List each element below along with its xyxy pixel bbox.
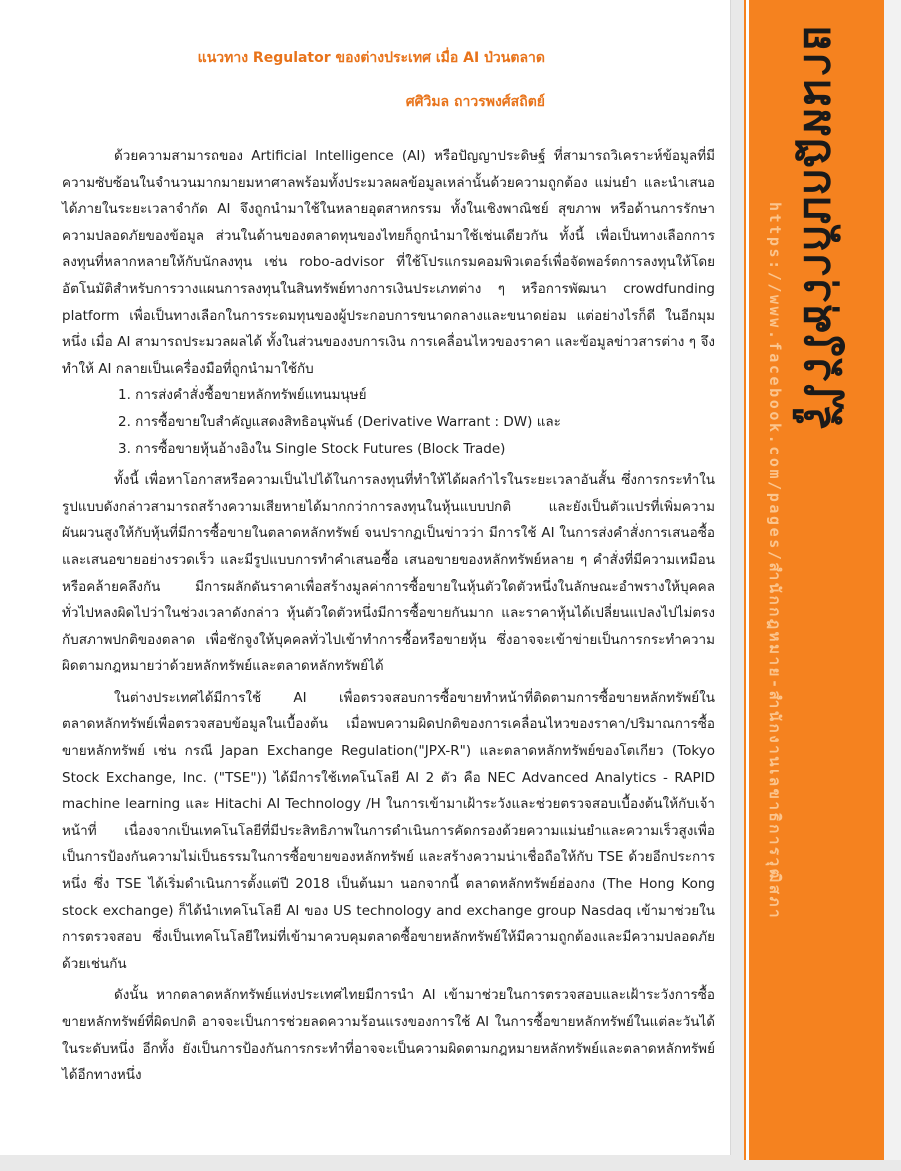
sidebar-facebook-url: https://www.facebook.com/pages/สำนักกฎหมาย-สำนักงานเลขาธิการวุฒิสภา [766, 202, 784, 921]
article-body [62, 143, 715, 1089]
article-paragraph-4: ดังนั้น หากตลาดหลักทรัพย์แห่งประเทศไทยมีการนำ AI เข้ามาช่วยในการตรวจสอบและเฝ้าระวังการซื้อขายหลักทรัพย์ที่ผิดปกติ อาจจะเป็นการช่วยลดความร้อนแรงของการใช้ AI ในการซื้อขายหลักทรัพย์ในแต่ละวันได้ในระดับหนึ่ง อีกทั้ง ยังเป็นการป้องกันการกระทำที่อาจจะเป็นความผิดตามกฎหมายหลักทรัพย์และตลาดหลักทรัพย์ได้อีกทางหนึ่ง [62, 987, 715, 1084]
article-author: ศศิวิมล ถาวรพงศ์สถิตย์ [405, 94, 545, 110]
article-list-item: 1. การส่งคำสั่งซื้อขายหลักทรัพย์แทนมนุษย์ [118, 387, 367, 404]
sidebar-title: รู้ไว้ใช่ว่ากับกฎหมาย [794, 24, 845, 430]
article-list [62, 382, 715, 462]
article-paragraph-2: ทั้งนี้ เพื่อหาโอกาสหรือความเป็นไปได้ในการลงทุนที่ทำให้ได้ผลกำไรในระยะเวลาอันสั้น ซึ่งการกระทำในรูปแบบดังกล่าวสามารถสร้างความเสียหายได้มากกว่าการลงทุนในหุ้นแบบปกติ และยังเป็นตัวแปรที่เพิ่มความผันผวนสูงให้กับหุ้นที่มีการซื้อขายในตลาดหลักทรัพย์ จนปรากฏเป็นข่าวว่า มีการใช้ AI ในการส่งคำสั่งการเสนอซื้อและเสนอขายอย่างรวดเร็ว และมีรูปแบบการทำคำเสนอซื้อ เสนอขายของหลักทรัพย์หลาย ๆ คำสั่งที่มีความเหมือนหรือคล้ายคลึงกัน มีการผลักดันราคาเพื่อสร้างมูลค่าการซื้อขายในหุ้นตัวใดตัวหนึ่งในลักษณะอำพรางให้บุคคลทั่วไปหลงผิดไปว่าในช่วงเวลาดังกล่าว หุ้นตัวใดตัวหนึ่งมีการซื้อขายกันมาก และราคาหุ้นได้เปลี่ยนแปลงไปไม่ตรงกับสภาพปกติของตลาด เพื่อชักจูงให้บุคคลทั่วไปเข้าทำการซื้อหรือขายหุ้น ซึ่งอาจจะเข้าข่ายเป็นการกระทำความผิดตามกฎหมายว่าด้วยหลักทรัพย์และตลาดหลักทรัพย์ได้ [62, 472, 715, 675]
article-title: แนวทาง Regulator ของต่างประเทศ เมื่อ AI ป่วนตลาด [197, 50, 545, 66]
sidebar-edge [884, 0, 901, 1160]
article-list-item: 2. การซื้อขายใบสำคัญแสดงสิทธิอนุพันธ์ (Derivative Warrant : DW) และ [118, 413, 561, 430]
article-paragraph-1: ด้วยความสามารถของ Artificial Intelligence (AI) หรือปัญญาประดิษฐ์ ที่สามารถวิเคราะห์ข้อมูลที่มีความซับซ้อนในจำนวนมากมายมหาศาลพร้อมทั้งประมวลผลข้อมูลเหล่านั้นด้วยความถูกต้อง แม่นยำ และนำเสนอได้ภายในระยะเวลาจำกัด AI จึงถูกนำมาใช้ในหลายอุตสาหกรรม ทั้งในเชิงพาณิชย์ สุขภาพ หรือด้านการรักษาความปลอดภัยของข้อมูล ส่วนในด้านของตลาดทุนของไทยก็ถูกนำมาใช้เช่นเดียวกัน ทั้งนี้ เพื่อเป็นทางเลือกการลงทุนที่หลากหลายให้กับนักลงทุน เช่น robo-advisor ที่ใช้โปรแกรมคอมพิวเตอร์เพื่อจัดพอร์ตการลงทุนให้โดยอัตโนมัติสำหรับการวางแผนการลงทุนในสินทรัพย์ทางการเงินประเภทต่าง ๆ หรือการพัฒนา crowdfunding platform เพื่อเป็นทางเลือกในการระดมทุนของผู้ประกอบการขนาดกลางและขนาดย่อม แต่อย่างไรก็ดี ในอีกมุมหนึ่ง เมื่อ AI สามารถประมวลผลได้ ทั้งในส่วนของงบการเงิน การเคลื่อนไหวของราคา และข้อมูลข่าวสารต่าง ๆ จึงทำให้ AI กลายเป็นเครื่องมือที่ถูกนำมาใช้กับ [62, 148, 715, 377]
article-paragraph-3: ในต่างประเทศได้มีการใช้ AI เพื่อตรวจสอบการซื้อขายทำหน้าที่ติดตามการซื้อขายหลักทรัพย์ในตลาดหลักทรัพย์เพื่อตรวจสอบข้อมูลในเบื้องต้น เมื่อพบความผิดปกติของการเคลื่อนไหวของราคา/ปริมาณการซื้อขายหลักทรัพย์ เช่น กรณี Japan Exchange Regulation("JPX-R") และตลาดหลักทรัพย์ของโตเกียว (Tokyo Stock Exchange, Inc. ("TSE")) ได้มีการใช้เทคโนโลยี AI 2 ตัว คือ NEC Advanced Analytics - RAPID machine learning และ Hitachi AI Technology /H ในการเข้ามาเฝ้าระวังและช่วยตรวจสอบเบื้องต้นให้กับเจ้าหน้าที่ เนื่องจากเป็นเทคโนโลยีที่มีประสิทธิภาพในการดำเนินการคัดกรองด้วยความแม่นยำและความเร็วสูงเพื่อเป็นการป้องกันความไม่เป็นธรรมในการซื้อขายของหลักทรัพย์ และสร้างความน่าเชื่อถือให้กับ TSE ด้วยอีกประการหนึ่ง ซึ่ง TSE ได้เริ่มดำเนินการตั้งแต่ปี 2018 เป็นต้นมา นอกจากนี้ ตลาดหลักทรัพย์ฮ่องกง (The Hong Kong stock exchange) ก็ได้นำเทคโนโลยี AI ของ US technology and exchange group Nasdaq เข้ามาช่วยในการตรวจสอบ ซึ่งเป็นเทคโนโลยีใหม่ที่เข้ามาควบคุมตลาดซื้อขายหลักทรัพย์ให้มีความถูกต้องและมีความปลอดภัยด้วยเช่นกัน [62, 689, 715, 972]
article-list-item: 3. การซื้อขายหุ้นอ้างอิงใน Single Stock Futures (Block Trade) [118, 440, 506, 457]
